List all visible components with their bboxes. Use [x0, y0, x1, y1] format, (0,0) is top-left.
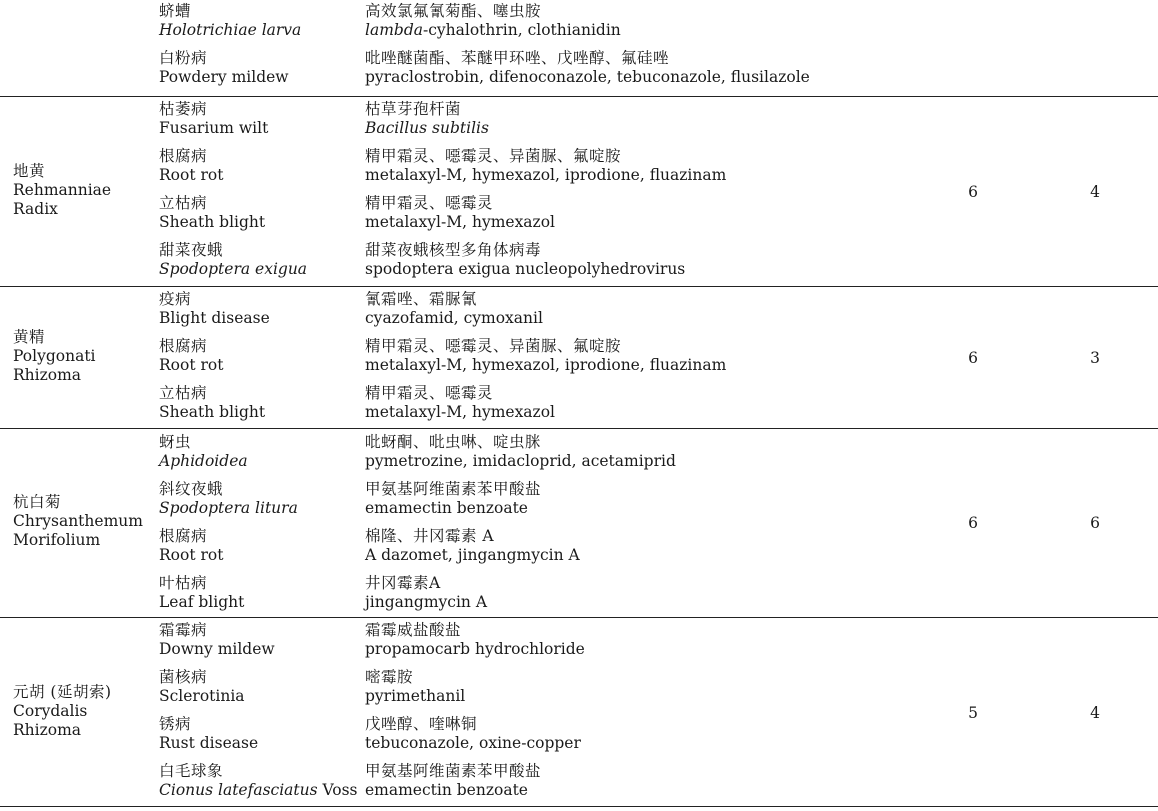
count-b: 4 [1090, 183, 1100, 201]
pest-name-zh: 疫病 [159, 290, 192, 308]
agent-name-en-prefix: lambda [365, 21, 423, 39]
crop-name-en-line1: Polygonati [13, 347, 96, 365]
count-a: 6 [968, 514, 978, 532]
count-a: 6 [968, 183, 978, 201]
pest-name-zh: 叶枯病 [159, 574, 208, 592]
pest-name-en-authority: Voss [317, 781, 358, 799]
pest-name-en [159, 781, 358, 800]
crop-name-en-line1: Chrysanthemum [13, 512, 143, 530]
pest-name-en: Leaf blight [159, 593, 245, 611]
pest-name-en: Sclerotinia [159, 687, 245, 705]
pest-name-zh: 根腐病 [159, 337, 208, 355]
agent-name-zh: 氰霜唑、霜脲氰 [365, 290, 478, 308]
pest-name-en: Blight disease [159, 309, 270, 327]
agent-name-zh: 枯草芽孢杆菌 [365, 100, 462, 118]
pest-name-en: Root rot [159, 546, 224, 564]
crop-name-zh: 杭白菊 [13, 493, 62, 511]
agent-name-en: propamocarb hydrochloride [365, 640, 585, 658]
pest-name-zh: 斜纹夜蛾 [159, 480, 224, 498]
pest-name-zh: 白毛球象 [159, 762, 224, 780]
pest-name-en: Root rot [159, 166, 224, 184]
pest-name-en: Holotrichiae larva [159, 21, 302, 39]
crop-name-zh: 黄精 [13, 328, 46, 346]
count-a: 5 [968, 704, 978, 722]
agent-name-zh: 戊唑醇、喹啉铜 [365, 715, 478, 733]
count-b: 4 [1090, 704, 1100, 722]
pest-name-en: Downy mildew [159, 640, 275, 658]
agent-name-zh: 霜霉威盐酸盐 [365, 621, 462, 639]
agent-name-en: pymetrozine, imidacloprid, acetamiprid [365, 452, 676, 470]
pest-name-en: Spodoptera exigua [159, 260, 308, 278]
pest-name-en: Sheath blight [159, 403, 266, 421]
agent-name-en: emamectin benzoate [365, 499, 528, 517]
agent-name-en: metalaxyl-M, hymexazol [365, 403, 556, 421]
agent-name-en: metalaxyl-M, hymexazol, iprodione, fluazinam [365, 166, 727, 184]
pest-name-zh: 根腐病 [159, 527, 208, 545]
agent-name-en: A dazomet, jingangmycin A [365, 546, 580, 564]
row-divider [0, 286, 1158, 287]
crop-name-en-line2: Morifolium [13, 531, 101, 549]
count-b: 6 [1090, 514, 1100, 532]
crop-name-en-line2: Radix [13, 200, 58, 218]
agent-name-zh: 吡蚜酮、吡虫啉、啶虫脒 [365, 433, 542, 451]
agent-name-en: pyrimethanil [365, 687, 466, 705]
pest-name-zh: 立枯病 [159, 384, 208, 402]
agent-name-en: spodoptera exigua nucleopolyhedrovirus [365, 260, 686, 278]
agent-name-en: jingangmycin A [365, 593, 488, 611]
agent-name-zh: 甲氨基阿维菌素苯甲酸盐 [365, 762, 542, 780]
agent-name-en: metalaxyl-M, hymexazol [365, 213, 556, 231]
pest-name-en: Powdery mildew [159, 68, 289, 86]
agent-name-zh: 棉隆、井冈霉素 A [365, 527, 495, 545]
agent-name-en [365, 21, 621, 40]
agent-name-en: tebuconazole, oxine-copper [365, 734, 581, 752]
agent-name-zh: 吡唑醚菌酯、苯醚甲环唑、戊唑醇、氟硅唑 [365, 49, 670, 67]
pest-name-en: Fusarium wilt [159, 119, 269, 137]
agent-name-en: metalaxyl-M, hymexazol, iprodione, fluazinam [365, 356, 727, 374]
agent-name-zh: 甜菜夜蛾核型多角体病毒 [365, 241, 542, 259]
agent-name-zh: 精甲霜灵、噁霉灵 [365, 384, 494, 402]
pest-name-zh: 菌核病 [159, 668, 208, 686]
agent-name-zh: 精甲霜灵、噁霉灵、异菌脲、氟啶胺 [365, 147, 622, 165]
row-divider [0, 428, 1158, 429]
pest-name-zh: 蛴螬 [159, 2, 192, 20]
pest-name-zh: 甜菜夜蛾 [159, 241, 224, 259]
count-b: 3 [1090, 349, 1100, 367]
agent-name-en: emamectin benzoate [365, 781, 528, 799]
pest-name-en: Spodoptera litura [159, 499, 298, 517]
agent-name-zh: 精甲霜灵、噁霉灵、异菌脲、氟啶胺 [365, 337, 622, 355]
pest-name-en: Rust disease [159, 734, 259, 752]
agent-name-zh: 甲氨基阿维菌素苯甲酸盐 [365, 480, 542, 498]
pest-name-en: Sheath blight [159, 213, 266, 231]
row-divider [0, 617, 1158, 618]
pest-name-zh: 白粉病 [159, 49, 208, 67]
count-a: 6 [968, 349, 978, 367]
agent-name-zh: 精甲霜灵、噁霉灵 [365, 194, 494, 212]
agent-name-en: pyraclostrobin, difenoconazole, tebuconazole, flusilazole [365, 68, 810, 86]
pest-name-zh: 蚜虫 [159, 433, 192, 451]
pest-name-zh: 霜霉病 [159, 621, 208, 639]
table-bottom-rule [0, 806, 1158, 807]
pest-name-zh: 枯萎病 [159, 100, 208, 118]
agent-name-en: Bacillus subtilis [365, 119, 489, 137]
crop-name-en-line1: Corydalis [13, 702, 88, 720]
pest-name-zh: 锈病 [159, 715, 192, 733]
pest-name-en: Aphidoidea [159, 452, 248, 470]
crop-name-zh: 地黄 [13, 162, 46, 180]
pest-name-en-italic: Cionus latefasciatus [159, 781, 318, 799]
crop-name-en-line2: Rhizoma [13, 366, 82, 384]
agent-name-en-rest: -cyhalothrin, clothianidin [422, 21, 621, 39]
crop-name-en-line2: Rhizoma [13, 721, 82, 739]
agent-name-zh: 井冈霉素A [365, 574, 441, 592]
row-divider [0, 96, 1158, 97]
crop-name-zh: 元胡 (延胡索) [13, 683, 112, 701]
pest-name-zh: 根腐病 [159, 147, 208, 165]
pest-name-en: Root rot [159, 356, 224, 374]
agent-name-zh: 嘧霉胺 [365, 668, 414, 686]
pest-name-zh: 立枯病 [159, 194, 208, 212]
crop-name-en-line1: Rehmanniae [13, 181, 112, 199]
agent-name-zh: 高效氯氟氰菊酯、噻虫胺 [365, 2, 542, 20]
agent-name-en: cyazofamid, cymoxanil [365, 309, 543, 327]
